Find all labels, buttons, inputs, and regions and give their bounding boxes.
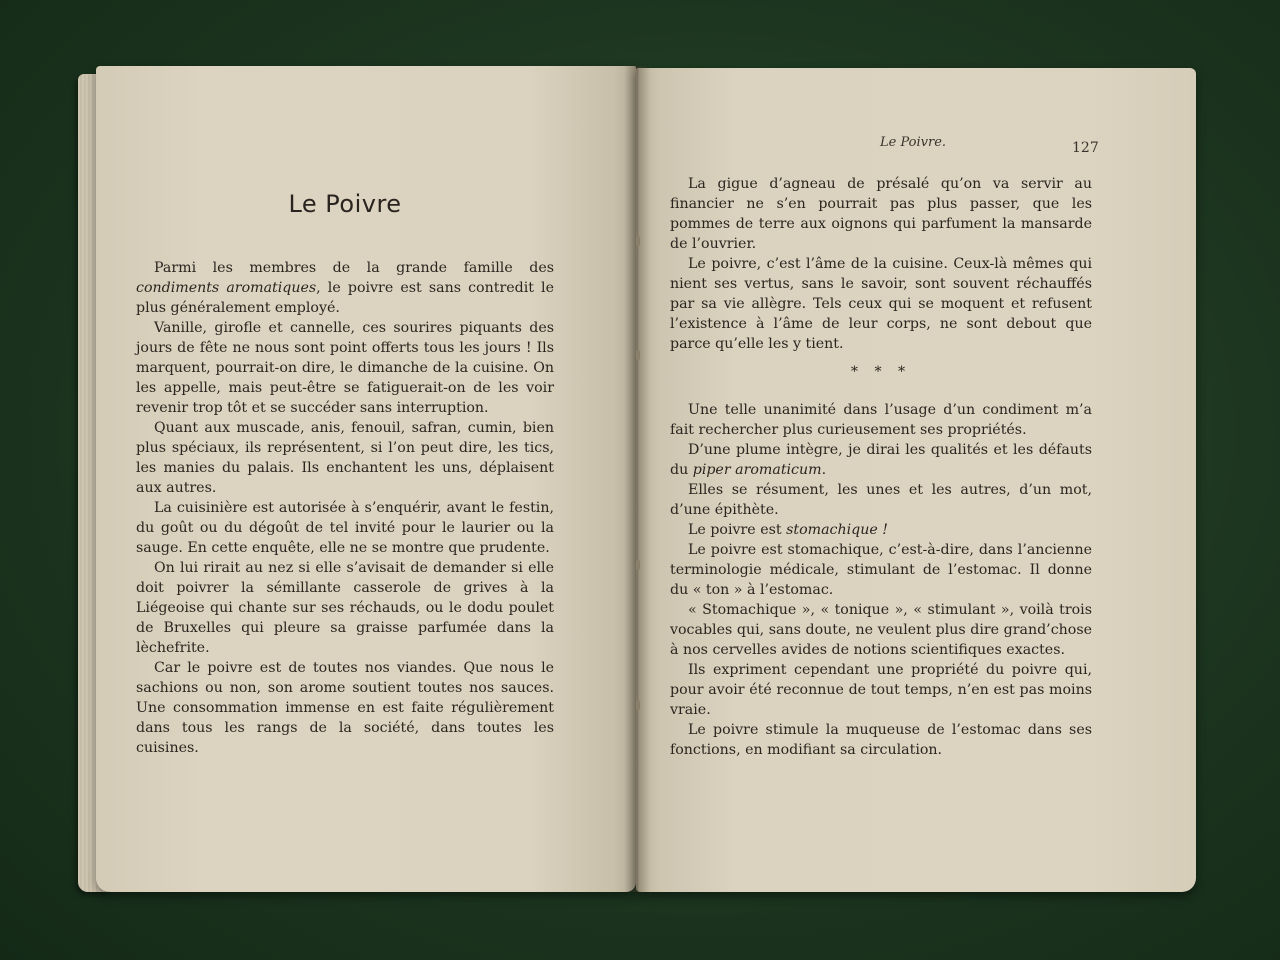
section-ornament: * * * xyxy=(850,364,912,380)
paragraph: Ils expriment cependant une propriété du poivre qui, pour avoir été reconnue de tout temps, n’en est pas moins vraie. xyxy=(670,662,1092,718)
paragraph: La cuisinière est autorisée à s’enquérir, avant le festin, du goût ou du dégoût de tel invité pour le laurier ou la sauge. En cette enquête, elle ne se montre que prudente. xyxy=(136,500,554,556)
paragraph: Le poivre est stomachique ! xyxy=(688,522,888,538)
paragraph: Quant aux muscade, anis, fenouil, safran, cumin, bien plus spéciaux, ils représentent, si l’on peut dire, les tics, les manies du palais. Ils enchantent les uns, déplaisent aux autres. xyxy=(136,420,554,496)
binding-stitch xyxy=(636,700,640,710)
page-number: 127 xyxy=(1072,140,1099,156)
chapter-title: Le Poivre xyxy=(288,190,402,218)
binding-stitch xyxy=(636,560,640,570)
paragraph: Parmi les membres de la grande famille des condiments aromatiques, le poivre est sans contredit le plus généralement employé. xyxy=(136,260,554,316)
running-head: Le Poivre. xyxy=(880,135,947,150)
paragraph: La gigue d’agneau de présalé qu’on va servir au financier ne s’en pourrait pas plus passer, que les pommes de terre aux oignons qui parfument la mansarde de l’ouvrier. xyxy=(670,176,1092,252)
paragraph: Elles se résument, les unes et les autres, d’un mot, d’une épithète. xyxy=(670,482,1092,518)
binding-stitch xyxy=(636,350,640,360)
paragraph: Car le poivre est de toutes nos viandes. Que nous le sachions ou non, son arome soutient toutes nos sauces. Une consommation immense en est faite régulièrement dans tous les rangs de la société, dans toutes les cuisines. xyxy=(136,660,554,756)
paragraph: Une telle unanimité dans l’usage d’un condiment m’a fait rechercher plus curieusement ses propriétés. xyxy=(670,402,1092,438)
paragraph: « Stomachique », « tonique », « stimulant », voilà trois vocables qui, sans doute, ne veulent plus dire grand’chose à nos cervelles avides de notions scientifiques exactes. xyxy=(670,602,1092,658)
book-gutter xyxy=(624,66,650,892)
left-page-text xyxy=(136,258,554,758)
paragraph: Le poivre est stomachique, c’est-à-dire, dans l’ancienne terminologie médicale, stimulant de l’estomac. Il donne du « ton » à l’estomac. xyxy=(670,542,1092,598)
paragraph: D’une plume intègre, je dirai les qualités et les défauts du piper aromaticum. xyxy=(670,442,1092,478)
paragraph: Le poivre, c’est l’âme de la cuisine. Ceux-là mêmes qui nient ses vertus, sans le savoir, sont souvent réchauffés par sa vie allègre. Tels ceux qui se moquent et refusent l’existence à l’âme de leur corps, ne sont debout que parce qu’elle les y tient. xyxy=(670,256,1092,352)
paragraph: Vanille, girofle et cannelle, ces sourires piquants des jours de fête ne nous sont point offerts tous les jours ! Ils marquent, pourrait-on dire, le dimanche de la cuisine. On les appelle, mais peut-être se fatiguerait-on de les voir revenir trop tôt et se succéder sans interruption. xyxy=(136,320,554,416)
paragraph: Le poivre stimule la muqueuse de l’estomac dans ses fonctions, en modifiant sa circulation. xyxy=(670,722,1092,758)
paragraph: On lui rirait au nez si elle s’avisait de demander si elle doit poivrer la sémillante casserole de grives à la Liégeoise qui chante sur ses réchauds, ou le dodu poulet de Bruxelles qui pleure sa graisse parfumée dans la lèchefrite. xyxy=(136,560,554,656)
binding-stitch xyxy=(636,236,640,246)
right-page-text xyxy=(670,174,1092,760)
